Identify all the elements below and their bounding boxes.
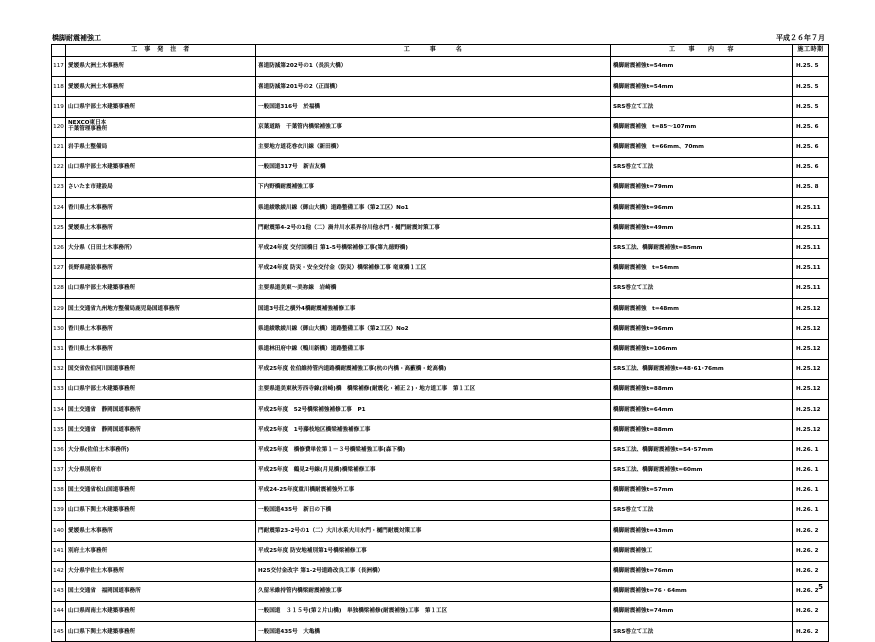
row-work-name: 一般国道435号 大亀橋 [256, 622, 611, 642]
row-work-name: 門耐震第4-2号の1他（二）渦井川水系界谷川他水門・樋門耐震対策工事 [256, 218, 611, 238]
table-row [52, 279, 829, 299]
table-row [52, 359, 829, 379]
row-period: H.25.11 [793, 238, 829, 258]
row-period: H.25.12 [793, 339, 829, 359]
document-title: 橋脚耐震補強工 [52, 34, 101, 42]
row-number: 130 [52, 319, 66, 339]
row-work-name: 一般国道317号 新吉友橋 [256, 157, 611, 177]
row-number: 137 [52, 460, 66, 480]
row-work-content: SRS巻立て工法 [611, 97, 793, 117]
row-work-name: 京葉道路 千葉管内橋梁補強工事 [256, 117, 611, 137]
row-period: H.25.12 [793, 299, 829, 319]
row-orderer: 香川県土木事務所 [66, 198, 256, 218]
row-orderer: 国土交通省 静岡国道事務所 [66, 400, 256, 420]
row-period: H.26. 2 [793, 521, 829, 541]
row-work-name: 平成24年度 防災・安全交付金（防災）橋梁補修工事 竜東橋１工区 [256, 258, 611, 278]
row-work-name: 県道林田府中線（鴨川新橋）道路整備工事 [256, 339, 611, 359]
row-work-content: SRS巻立て工法 [611, 157, 793, 177]
row-number: 144 [52, 602, 66, 622]
row-number: 142 [52, 561, 66, 581]
row-number: 141 [52, 541, 66, 561]
row-orderer: 山口県宇部土木建築事務所 [66, 279, 256, 299]
row-number: 127 [52, 258, 66, 278]
row-work-name: H25交付金改字 第1-2号道路改良工事（長洲橋） [256, 561, 611, 581]
row-work-name: 一般国道435号 新日の下橋 [256, 501, 611, 521]
table-row [52, 480, 829, 500]
table-row [52, 541, 829, 561]
row-work-name: 平成25年度 52号橋梁補強補修工事 P1 [256, 400, 611, 420]
row-period: H.25.12 [793, 380, 829, 400]
table-row [52, 178, 829, 198]
row-number: 121 [52, 137, 66, 157]
row-number: 122 [52, 157, 66, 177]
row-work-name: 平成25年度 1号藤枝地区橋梁補強補修工事 [256, 420, 611, 440]
row-period: H.25.12 [793, 319, 829, 339]
row-period: H.25. 8 [793, 178, 829, 198]
row-number: 136 [52, 440, 66, 460]
table-row [52, 521, 829, 541]
table-header-row [52, 45, 829, 57]
row-work-content: 橋脚耐震補強t=57mm [611, 480, 793, 500]
row-period: H.25.12 [793, 420, 829, 440]
row-work-name: 県道綾歌綾川線（御山大橋）道路整備工事（第2工区）No2 [256, 319, 611, 339]
table-row [52, 460, 829, 480]
table-row [52, 440, 829, 460]
row-number: 145 [52, 622, 66, 642]
row-period: H.25.11 [793, 258, 829, 278]
row-work-content: SRS巻立て工法 [611, 279, 793, 299]
row-period: H.25.11 [793, 218, 829, 238]
row-number: 118 [52, 77, 66, 97]
row-work-content: 橋脚耐震補強t=43mm [611, 521, 793, 541]
row-number: 143 [52, 581, 66, 601]
row-period: H.26. 2 [793, 561, 829, 581]
table-row [52, 198, 829, 218]
table-row [52, 380, 829, 400]
row-orderer: NEXCO東日本 千葉管理事務所 [66, 117, 256, 137]
row-orderer: 国土交通省 静岡国道事務所 [66, 420, 256, 440]
header-orderer: 工 事 発 注 者 [66, 45, 256, 57]
row-work-content: SRS工法、橋脚耐震補強t=48･61･76mm [611, 359, 793, 379]
row-orderer: 愛媛県大洲土木事務所 [66, 77, 256, 97]
row-work-content: 橋脚耐震補強t=54mm [611, 77, 793, 97]
table-row [52, 218, 829, 238]
table-row [52, 420, 829, 440]
row-number: 125 [52, 218, 66, 238]
row-work-name: 平成25年度 防安地補別第1号橋梁補修工事 [256, 541, 611, 561]
row-number: 129 [52, 299, 66, 319]
row-work-name: 喜道防減第202号の1（長浜大橋） [256, 57, 611, 77]
row-number: 139 [52, 501, 66, 521]
row-period: H.25. 5 [793, 57, 829, 77]
row-orderer: 香川県土木事務所 [66, 339, 256, 359]
row-period: H.26. 2 [793, 541, 829, 561]
row-work-content: SRS工法、橋脚耐震補強t=54･57mm [611, 440, 793, 460]
row-orderer: 長野県建設事務所 [66, 258, 256, 278]
row-work-name: 平成25年度 橋修費単佐第１－３号橋梁補強工事(森下橋) [256, 440, 611, 460]
row-period: H.25. 6 [793, 157, 829, 177]
row-work-content: 橋脚耐震補強t=88mm [611, 380, 793, 400]
row-period: H.25.12 [793, 359, 829, 379]
row-work-content: SRS巻立て工法 [611, 622, 793, 642]
row-orderer: 国土交通省九州地方整備局鹿児島国道事務所 [66, 299, 256, 319]
row-work-name: 平成25年度 佐伯維持管内道路橋耐震補強工事(杭の内橋・高藪橋・蛇髙橋) [256, 359, 611, 379]
row-work-content: 橋脚耐震補強t=88mm [611, 420, 793, 440]
row-work-name: 平成24-25年度重川橋耐震補強外工事 [256, 480, 611, 500]
row-work-content: 橋脚耐震補強t=64mm [611, 400, 793, 420]
row-number: 123 [52, 178, 66, 198]
row-work-name: 平成25年度 鶴見2号線(月見橋)橋梁補修工事 [256, 460, 611, 480]
row-number: 140 [52, 521, 66, 541]
row-orderer: 大分県（日田土木事務所） [66, 238, 256, 258]
row-work-content: 橋脚耐震補強t=54mm [611, 57, 793, 77]
row-period: H.26. 1 [793, 480, 829, 500]
row-work-content: SRS巻立て工法 [611, 501, 793, 521]
row-work-content: 橋脚耐震補強 t=66mm、70mm [611, 137, 793, 157]
row-work-name: 県道綾歌綾川線（御山大橋）道路整備工事（第2工区）No1 [256, 198, 611, 218]
table-row [52, 157, 829, 177]
row-work-name: 久留米維持管内橋梁耐震補強工事 [256, 581, 611, 601]
row-work-content: 橋脚耐震補強t=96mm [611, 319, 793, 339]
header-period: 施工時期 [793, 45, 829, 57]
row-orderer: 別府土木事務所 [66, 541, 256, 561]
row-orderer: 国交省佐伯河川国道事務所 [66, 359, 256, 379]
row-period: H.25. 6 [793, 137, 829, 157]
row-work-content: SRS工法、橋脚耐震補強t=85mm [611, 238, 793, 258]
row-orderer: 愛媛県土木事務所 [66, 521, 256, 541]
row-work-name: 門耐震第23-2号の1（二）大川水系大川水門・樋門耐震対策工事 [256, 521, 611, 541]
row-orderer: 山口県周南土木建築事務所 [66, 602, 256, 622]
table-row [52, 602, 829, 622]
row-number: 134 [52, 400, 66, 420]
table-row [52, 238, 829, 258]
row-period: H.25. 5 [793, 97, 829, 117]
row-orderer: 山口県宇部土木建築事務所 [66, 97, 256, 117]
row-orderer: 大分県宇佐土木事務所 [66, 561, 256, 581]
table-row [52, 117, 829, 137]
row-number: 117 [52, 57, 66, 77]
row-period: H.26. 2 [793, 581, 829, 601]
row-period: H.26. 2 [793, 602, 829, 622]
row-work-name: 下内野橋耐震補強工事 [256, 178, 611, 198]
row-number: 131 [52, 339, 66, 359]
row-orderer: 岩手県土整備局 [66, 137, 256, 157]
row-orderer: 愛媛県土木事務所 [66, 218, 256, 238]
header-work-content: 工 事 内 容 [611, 45, 793, 57]
table-row [52, 77, 829, 97]
table-row [52, 258, 829, 278]
row-work-content: 橋脚耐震補強t=74mm [611, 602, 793, 622]
row-number: 119 [52, 97, 66, 117]
row-orderer: さいたま市建設局 [66, 178, 256, 198]
table-row [52, 561, 829, 581]
document-date: 平成２６年７月 [776, 34, 825, 42]
row-period: H.25. 5 [793, 77, 829, 97]
row-work-name: 一般国道 ３１５号(第２片山橋) 単独橋梁補修(耐震補強)工事 第１工区 [256, 602, 611, 622]
row-number: 128 [52, 279, 66, 299]
table-row [52, 622, 829, 642]
row-orderer: 大分県別府市 [66, 460, 256, 480]
row-work-content: 橋脚耐震補強t=79mm [611, 178, 793, 198]
table-row [52, 137, 829, 157]
page-number: 5 [818, 583, 823, 591]
row-orderer: 大分県(佐伯土木事務所) [66, 440, 256, 460]
row-work-content: 橋脚耐震補強工 [611, 541, 793, 561]
table-row [52, 299, 829, 319]
row-work-content: 橋脚耐震補強 t=85～107mm [611, 117, 793, 137]
table-row [52, 581, 829, 601]
row-work-content: 橋脚耐震補強t=106mm [611, 339, 793, 359]
row-period: H.25.11 [793, 279, 829, 299]
header-work-name: 工 事 名 [256, 45, 611, 57]
row-orderer: 山口県宇部土木建築事務所 [66, 157, 256, 177]
row-work-name: 主要県道美東秋芳西寺線(岩崎)橋 橋梁補修(耐震化・補正２)・地方道工事 第１工区 [256, 380, 611, 400]
row-work-content: 橋脚耐震補強 t=48mm [611, 299, 793, 319]
row-period: H.25.12 [793, 400, 829, 420]
row-number: 135 [52, 420, 66, 440]
row-number: 133 [52, 380, 66, 400]
row-orderer: 国土交通省 福岡国道事務所 [66, 581, 256, 601]
row-work-content: 橋脚耐震補強t=96mm [611, 198, 793, 218]
row-work-name: 国道3号荘之横外4橋耐震補強補修工事 [256, 299, 611, 319]
row-period: H.26. 1 [793, 440, 829, 460]
row-period: H.25.11 [793, 198, 829, 218]
row-period: H.26. 1 [793, 460, 829, 480]
row-work-name: 一般国道316号 於福橋 [256, 97, 611, 117]
table-row [52, 501, 829, 521]
row-orderer: 山口県下関土木建築事務所 [66, 622, 256, 642]
row-work-name: 主要地方道花巻衣川線（新田橋） [256, 137, 611, 157]
row-work-content: SRS工法、橋脚耐震補強t=60mm [611, 460, 793, 480]
table-row [52, 319, 829, 339]
row-work-name: 主要県道美東～美祢線 岩崎橋 [256, 279, 611, 299]
row-orderer: 山口県宇部土木建築事務所 [66, 380, 256, 400]
row-orderer: 香川県土木事務所 [66, 319, 256, 339]
table-row [52, 97, 829, 117]
row-number: 124 [52, 198, 66, 218]
row-orderer: 山口県下関土木建築事務所 [66, 501, 256, 521]
row-work-content: 橋脚耐震補強t=76mm [611, 561, 793, 581]
row-work-content: 橋脚耐震補強t=76・64mm [611, 581, 793, 601]
row-work-name: 喜道防減第201号の2（正面橋） [256, 77, 611, 97]
row-number: 120 [52, 117, 66, 137]
row-number: 138 [52, 480, 66, 500]
row-work-content: 橋脚耐震補強 t=54mm [611, 258, 793, 278]
row-period: H.26. 1 [793, 501, 829, 521]
table-row [52, 400, 829, 420]
row-work-content: 橋脚耐震補強t=49mm [611, 218, 793, 238]
row-period: H.26. 2 [793, 622, 829, 642]
header-no [52, 45, 66, 57]
row-period: H.25. 6 [793, 117, 829, 137]
table-row [52, 57, 829, 77]
table-row [52, 339, 829, 359]
row-number: 126 [52, 238, 66, 258]
works-table [51, 44, 829, 642]
row-orderer: 愛媛県大洲土木事務所 [66, 57, 256, 77]
row-orderer: 国土交通省松山国道事務所 [66, 480, 256, 500]
row-number: 132 [52, 359, 66, 379]
row-work-name: 平成24年度 交付国橋日 第1-5号橋梁補修工事(第九徳野橋) [256, 238, 611, 258]
